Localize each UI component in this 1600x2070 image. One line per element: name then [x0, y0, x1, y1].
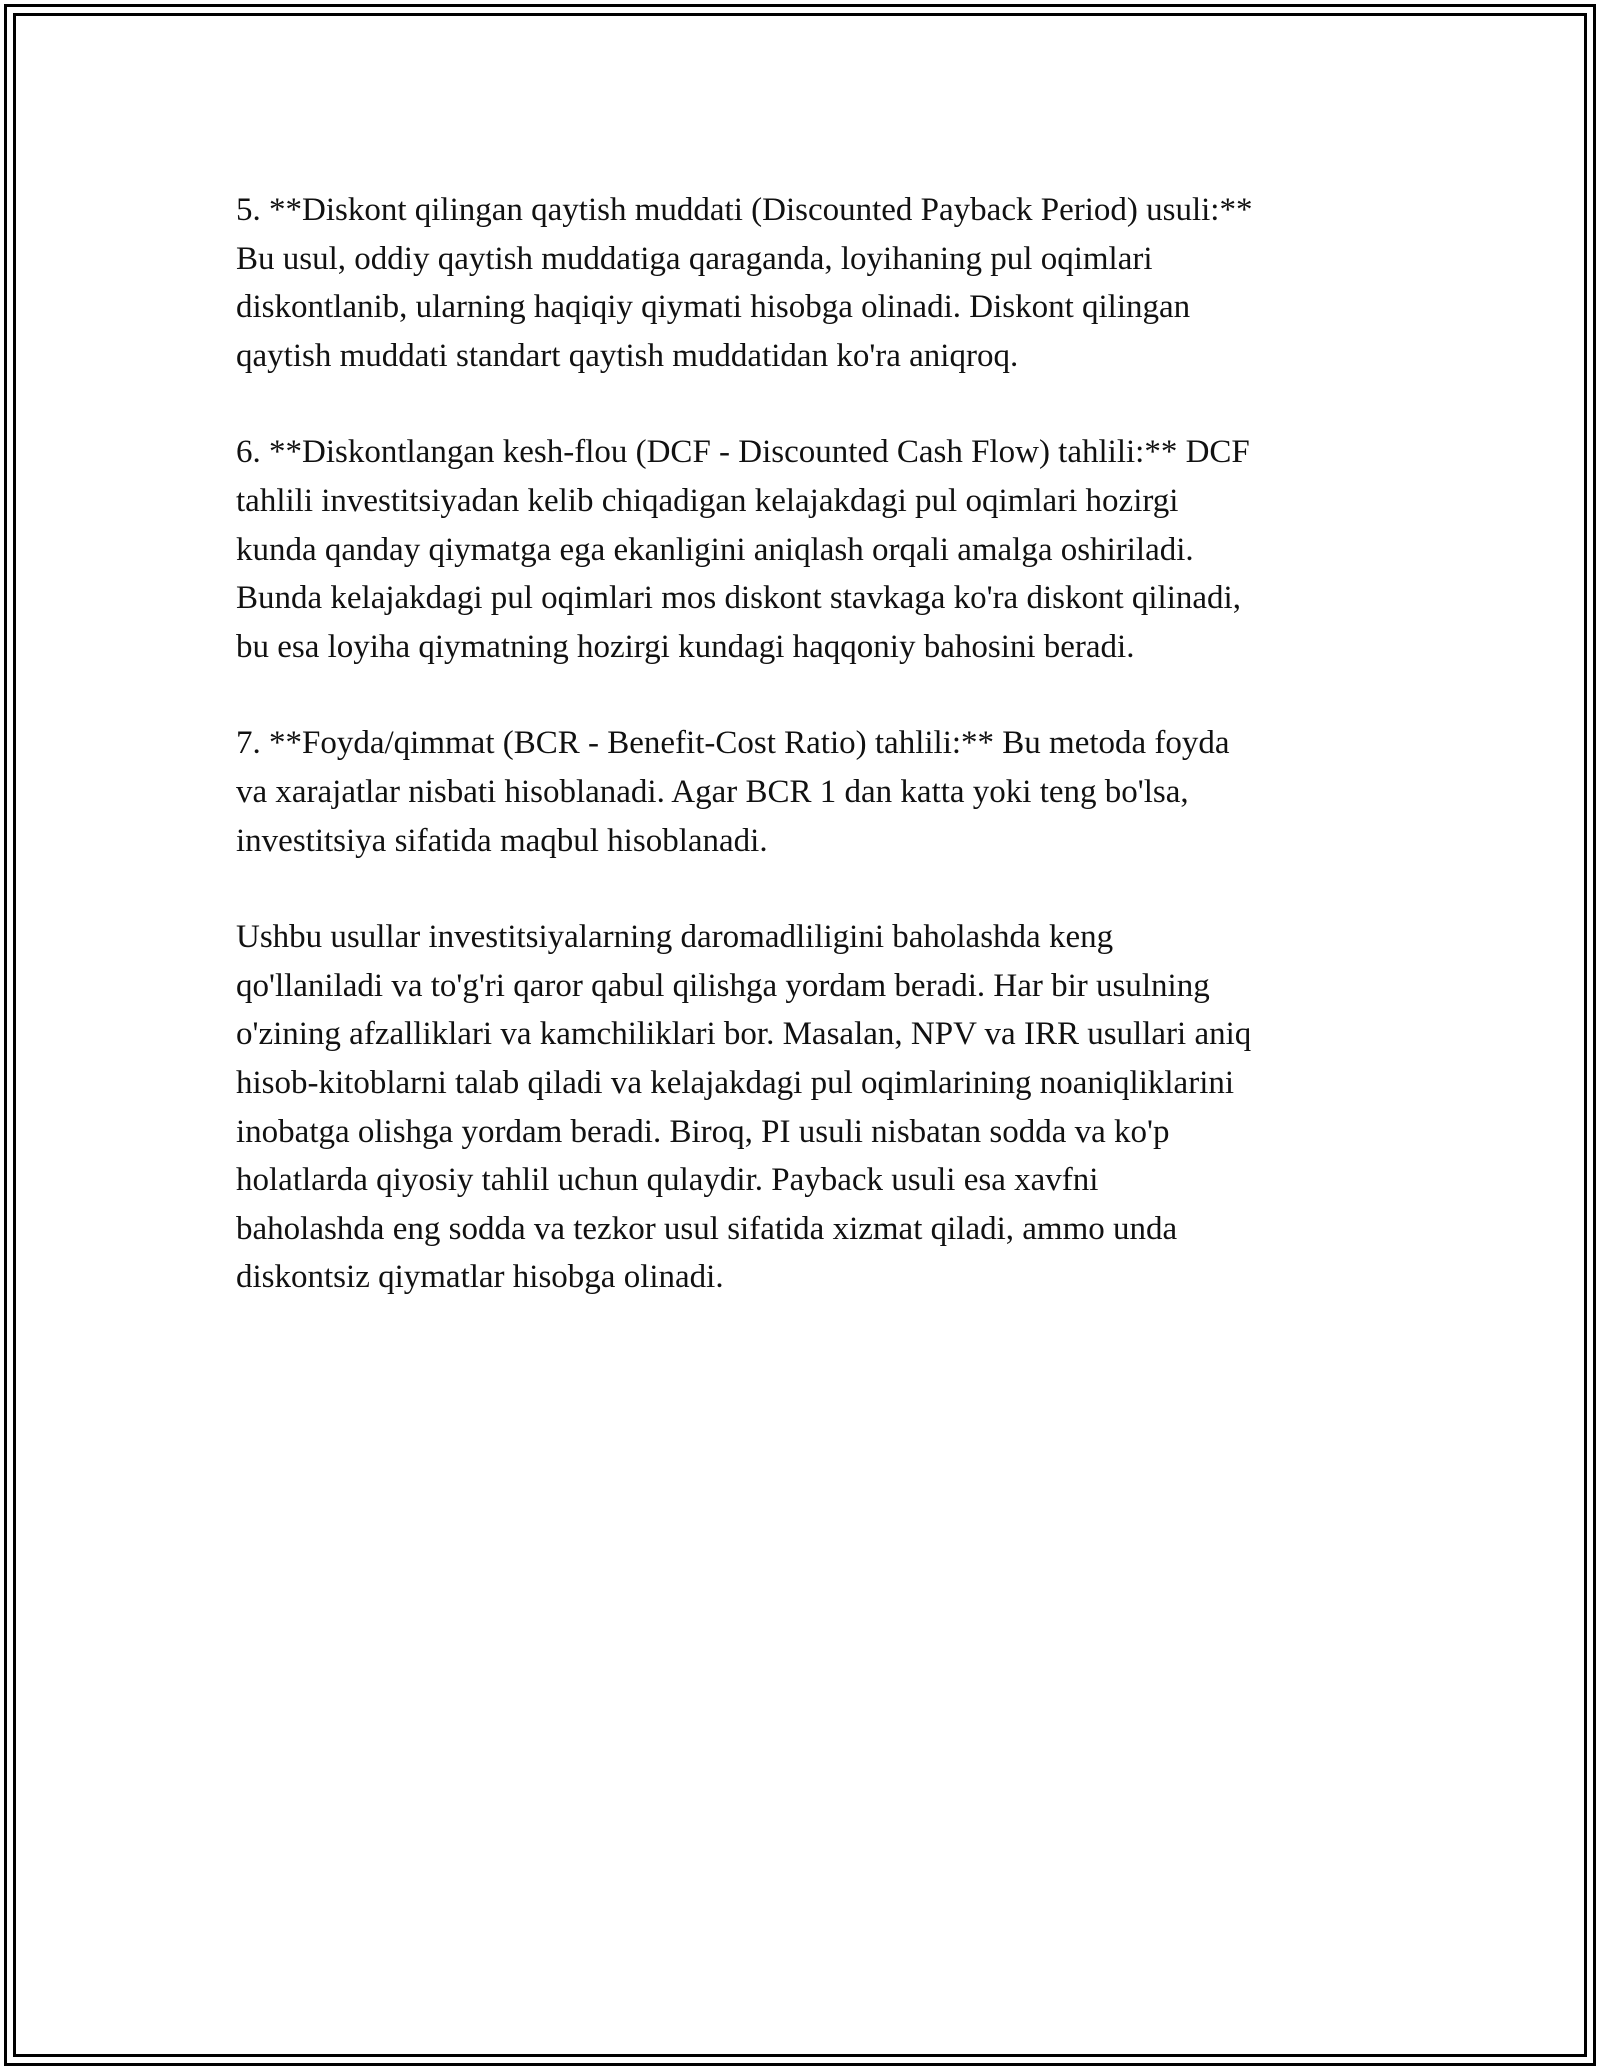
paragraph-bcr: [236, 719, 1376, 865]
text-line: baholashda eng sodda va tezkor usul sifatida xizmat qiladi, ammo unda: [236, 1210, 1178, 1247]
text-line: tahlili investitsiyadan kelib chiqadigan kelajakdagi pul oqimlari hozirgi: [236, 482, 1179, 519]
text-line: qaytish muddati standart qaytish muddatidan ko'ra aniqroq.: [236, 337, 1019, 374]
text-line: Bu usul, oddiy qaytish muddatiga qaraganda, loyihaning pul oqimlari: [236, 240, 1153, 277]
text-line: hisob-kitoblarni talab qiladi va kelajakdagi pul oqimlarining noaniqliklarini: [236, 1064, 1235, 1101]
text-line: qo'llaniladi va to'g'ri qaror qabul qilishga yordam beradi. Har bir usulning: [236, 967, 1210, 1004]
text-line: inobatga olishga yordam beradi. Biroq, PI usuli nisbatan sodda va ko'p: [236, 1113, 1170, 1150]
text-line: 6. **Diskontlangan kesh-flou (DCF - Discounted Cash Flow) tahlili:** DCF: [236, 434, 1250, 471]
text-line: kunda qanday qiymatga ega ekanligini aniqlash orqali amalga oshiriladi.: [236, 531, 1194, 568]
text-line: 5. **Diskont qilingan qaytish muddati (Discounted Payback Period) usuli:**: [236, 192, 1253, 228]
text-line: o'zining afzalliklari va kamchiliklari bor. Masalan, NPV va IRR usullari aniq: [236, 1016, 1252, 1053]
text-line: bu esa loyiha qiymatning hozirgi kundagi haqqoniy bahosini beradi.: [236, 628, 1135, 665]
document-body: [236, 186, 1376, 1350]
paragraph-dcf: [236, 428, 1376, 671]
text-line: Bunda kelajakdagi pul oqimlari mos diskont stavkaga ko'ra diskont qilinadi,: [236, 580, 1241, 617]
text-line: va xarajatlar nisbati hisoblanadi. Agar BCR 1 dan katta yoki teng bo'lsa,: [236, 773, 1189, 810]
text-line: diskontlanib, ularning haqiqiy qiymati hisobga olinadi. Diskont qilingan: [236, 289, 1191, 326]
paragraph-discounted-payback: [236, 186, 1376, 380]
text-line: investitsiya sifatida maqbul hisoblanadi.: [236, 822, 768, 859]
text-line: diskontsiz qiymatlar hisobga olinadi.: [236, 1259, 724, 1296]
text-line: Ushbu usullar investitsiyalarning daromadliligini baholashda keng: [236, 919, 1114, 956]
text-line: holatlarda qiyosiy tahlil uchun qulaydir. Payback usuli esa xavfni: [236, 1162, 1099, 1199]
text-line: 7. **Foyda/qimmat (BCR - Benefit-Cost Ratio) tahlili:** Bu metoda foyda: [236, 725, 1230, 762]
paragraph-summary: [236, 913, 1376, 1302]
